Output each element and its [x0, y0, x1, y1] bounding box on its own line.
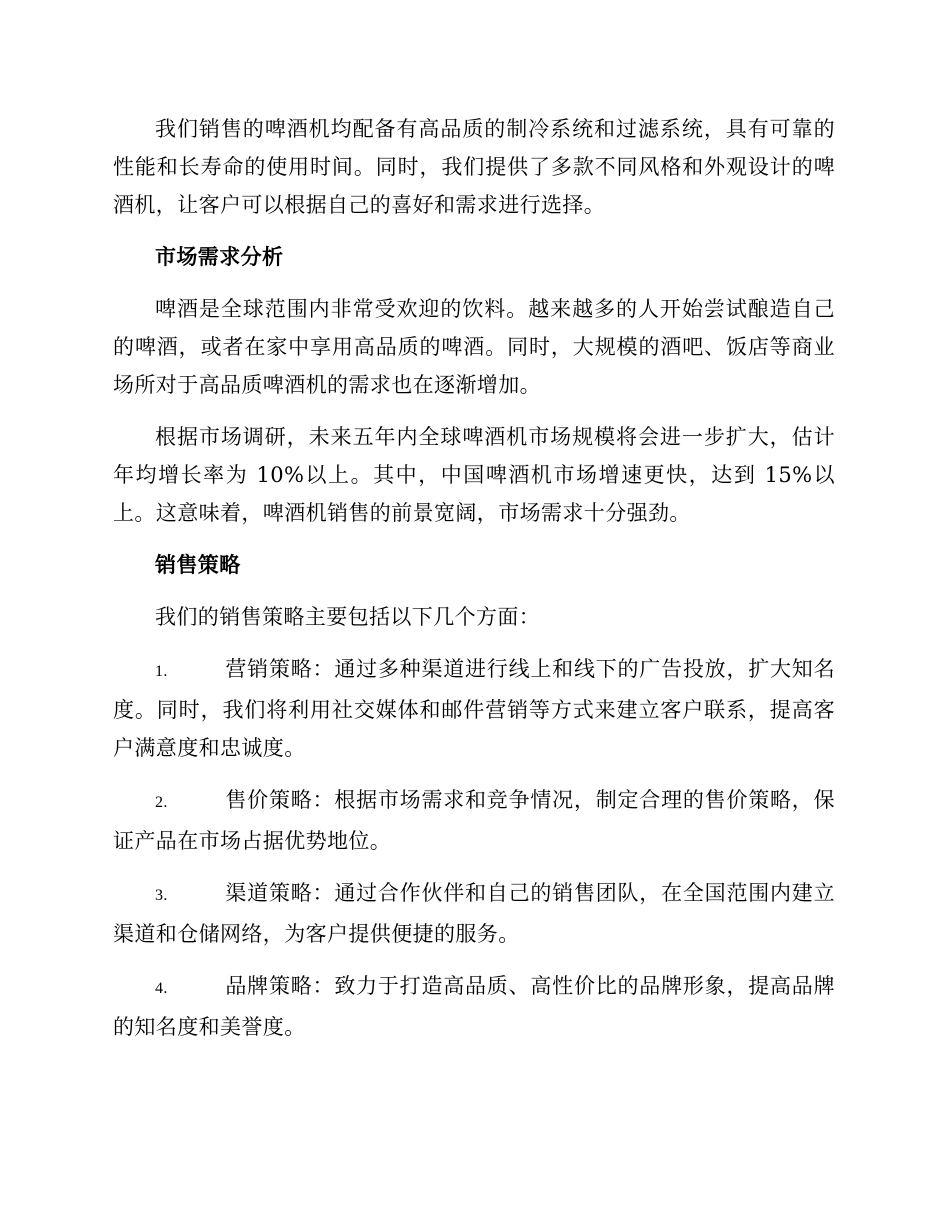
list-item-text: 售价策略：根据市场需求和竞争情况，制定合理的售价策略，保证产品在市场占据优势地位。: [113, 788, 835, 853]
list-item-text: 渠道策略：通过合作伙伴和自己的销售团队，在全国范围内建立渠道和仓储网络，为客户提供便捷的服务。: [113, 881, 835, 946]
list-number: 4.: [155, 980, 168, 997]
strategy-list-item: [113, 650, 835, 767]
market-paragraph-1: 啤酒是全球范围内非常受欢迎的饮料。越来越多的人开始尝试酿造自己的啤酒，或者在家中享用高品质的啤酒。同时，大规模的酒吧、饭店等商业场所对于高品质啤酒机的需求也在逐渐增加。: [113, 297, 835, 397]
list-item-text: 营销策略：通过多种渠道进行线上和线下的广告投放，扩大知名度。同时，我们将利用社交媒体和邮件营销等方式来建立客户联系，提高客户满意度和忠诚度。: [113, 657, 835, 760]
list-number: 3.: [155, 887, 168, 904]
document-body: [113, 110, 835, 1060]
list-number: 2.: [155, 794, 168, 811]
strategy-list-item: [113, 781, 835, 860]
strategy-list-item: [113, 967, 835, 1046]
list-item-text: 品牌策略：致力于打造高品质、高性价比的品牌形象，提高品牌的知名度和美誉度。: [113, 974, 835, 1039]
market-paragraph-2: 根据市场调研，未来五年内全球啤酒机市场规模将会进一步扩大，估计年均增长率为 10%以上。其中，中国啤酒机市场增速更快，达到 15%以上。这意味着，啤酒机销售的前景宽阔，市场需求十分强劲。: [113, 425, 835, 525]
strategy-list-item: [113, 874, 835, 953]
sales-strategy-heading: 销售策略: [155, 553, 241, 577]
list-number: 1.: [155, 663, 168, 680]
market-analysis-heading: 市场需求分析: [155, 245, 284, 269]
strategy-intro-paragraph: 我们的销售策略主要包括以下几个方面：: [155, 605, 541, 629]
intro-paragraph: 我们销售的啤酒机均配备有高品质的制冷系统和过滤系统，具有可靠的性能和长寿命的使用时间。同时，我们提供了多款不同风格和外观设计的啤酒机，让客户可以根据自己的喜好和需求进行选择。: [113, 117, 835, 217]
